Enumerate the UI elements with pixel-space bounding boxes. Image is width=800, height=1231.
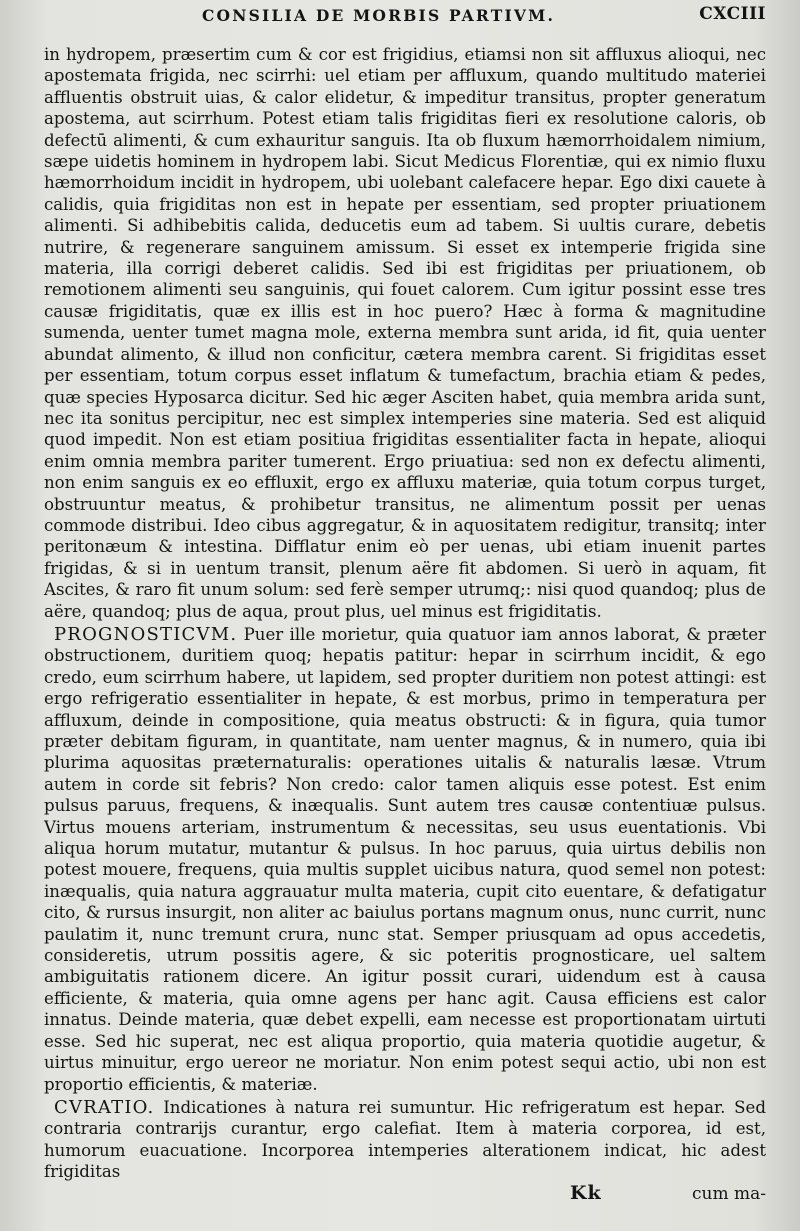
signature-mark: Kk <box>570 1182 602 1204</box>
section-heading-curatio: CVRATIO. <box>54 1096 155 1118</box>
paragraph-hydrops: in hydropem, præsertim cum & cor est frigidius, etiamsi non sit affluxus alioqui, nec apostemata frigida, nec scirrhi: uel etiam per affluxum, quando multitudo materiei affluentis obstruit uias, & calor elidetur, & impeditur transitus, propter generatum apostema, aut scirrhum. Potest etiam talis frigiditas fieri ex resolutione caloris, ob defectū alimenti, & cum exhauritur sanguis. Ita ob fluxum hæmorrhoidalem nimium, sæpe uidetis hominem in hydropem labi. Sicut Medicus Florentiæ, qui ex nimio fluxu hæmorrhoidum incidit in hydropem, ubi uolebant calefacere hepar. Ego dixi cauete à calidis, quia frigiditas non est in hepate per essentiam, sed propter priuationem alimenti. Si adhibebitis calida, deducetis eum ad tabem. Si uultis curare, debetis nutrire, & regenerare sanguinem amissum. Si esset ex intemperie frigida sine materia, illa corrigi deberet calidis. Sed ibi est frigiditas per priuationem, ob remotionem alimenti seu sanguinis, qui fouet calorem. Cum igitur possint esse tres causæ frigiditatis, quæ ex illis est in hoc puero? Hæc à forma & magnitudine sumenda, uenter tumet magna mole, externa membra sunt arida, id fit, quia uenter abundat alimento, & illud non conficitur, cætera membra carent. Si frigiditas esset per essentiam, totum corpus esset inflatum & tumefactum, brachia etiam & pedes, quæ species Hyposarca dicitur. Sed hic æger Asciten habet, quia membra arida sunt, nec ita sonitus percipitur, nec est simplex intemperies sine materia. Sed est aliquid quod impedit. Non est etiam positiua frigiditas essentialiter facta in hepate, alioqui enim omnia membra pariter tumerent. Ergo priuatiua: sed non ex defectu alimenti, non enim sanguis ex eo effluxit, ergo ex affluxu materiæ, quia totum corpus turget, obstruuntur meatus, & prohibetur transitus, ne alimentum possit per uenas commode distribui. Ideo cibus aggregatur, & in aquositatem redigitur, transitq; inter peritonæum & intestina. Difflatur enim eò per uenas, ubi etiam inuenit partes frigidas, & si in uentum transit, plenum aëre fit abdomen. Si uerò in aquam, fit Ascites, & raro fit unum solum: sed ferè semper utrumq;: nisi quod quandoq; plus de aëre, quandoq; plus de aqua, prout plus, uel minus est frigiditatis. <box>44 45 766 621</box>
paragraph-prognosticum <box>44 624 766 1095</box>
catchword: cum ma- <box>692 1184 766 1204</box>
page-header <box>44 0 766 44</box>
page-footer <box>44 1182 766 1212</box>
prognosticum-text: Puer ille morietur, quia quatuor iam annos laborat, & præter obstructionem, duritiem quoq; hepatis patitur: hepar in scirrhum incidit, & ego credo, eum scirrhum habere, ut lapidem, sed propter duritiem non potest attingi: est ergo refrigeratio essentialiter in hepate, & est morbus, primo in temperatura per affluxum, deinde in compositione, quia meatus obstructi: & in figura, quia tumor præter debitam figuram, in quantitate, nam uenter magnus, & in numero, quia ibi plurima aquositas præternaturalis: operationes uitalis & naturalis læsæ. Vtrum autem in corde sit febris? Non credo: calor tamen aliquis esse potest. Est enim pulsus paruus, frequens, & inæqualis. Sunt autem tres causæ contentiuæ pulsus. Virtus mouens arteriam, instrumentum & necessitas, seu usus euentationis. Vbi aliqua horum mutatur, mutantur & pulsus. In hoc paruus, quia uirtus debilis non potest mouere, frequens, quia multis supplet uicibus natura, quod semel non potest: inæqualis, quia natura aggrauatur multa materia, cupit cito euentare, & defatigatur cito, & rursus insurgit, non aliter ac baiulus portans magnum onus, nunc currit, nunc paulatim it, nunc tremunt crura, nunc stat. Semper priusquam ad opus accedetis, consideretis, utrum possitis agere, & sic poteritis prognosticare, uel saltem ambiguitatis rationem dicere. An igitur possit curari, uidendum est à causa efficiente, & materia, quia omne agens per hanc agit. Causa efficiens est calor innatus. Deinde materia, quæ debet expelli, eam necesse est proportionatam uirtuti esse. Sed hic superat, nec est aliqua proportio, quia materia quotidie augetur, & uirtus minuitur, ergo uereor ne moriatur. Non enim potest sequi actio, ubi non est proportio efficientis, & materiæ. <box>44 624 766 1094</box>
section-heading-prognosticum: PROGNOSTICVM. <box>54 623 238 645</box>
running-head: CONSILIA DE MORBIS PARTIVM. <box>202 6 556 25</box>
folio-number: CXCIII <box>699 4 766 24</box>
paragraph-curatio <box>44 1097 766 1183</box>
body-text <box>44 44 766 1183</box>
curatio-text: Indicationes à natura rei sumuntur. Hic refrigeratum est hepar. Sed contraria contrarijs curantur, ergo calefiat. Item à materia corporea, id est, humorum euacuatione. Incorporea intemperies alterationem indicat, hic adest frigiditas <box>44 1097 766 1182</box>
